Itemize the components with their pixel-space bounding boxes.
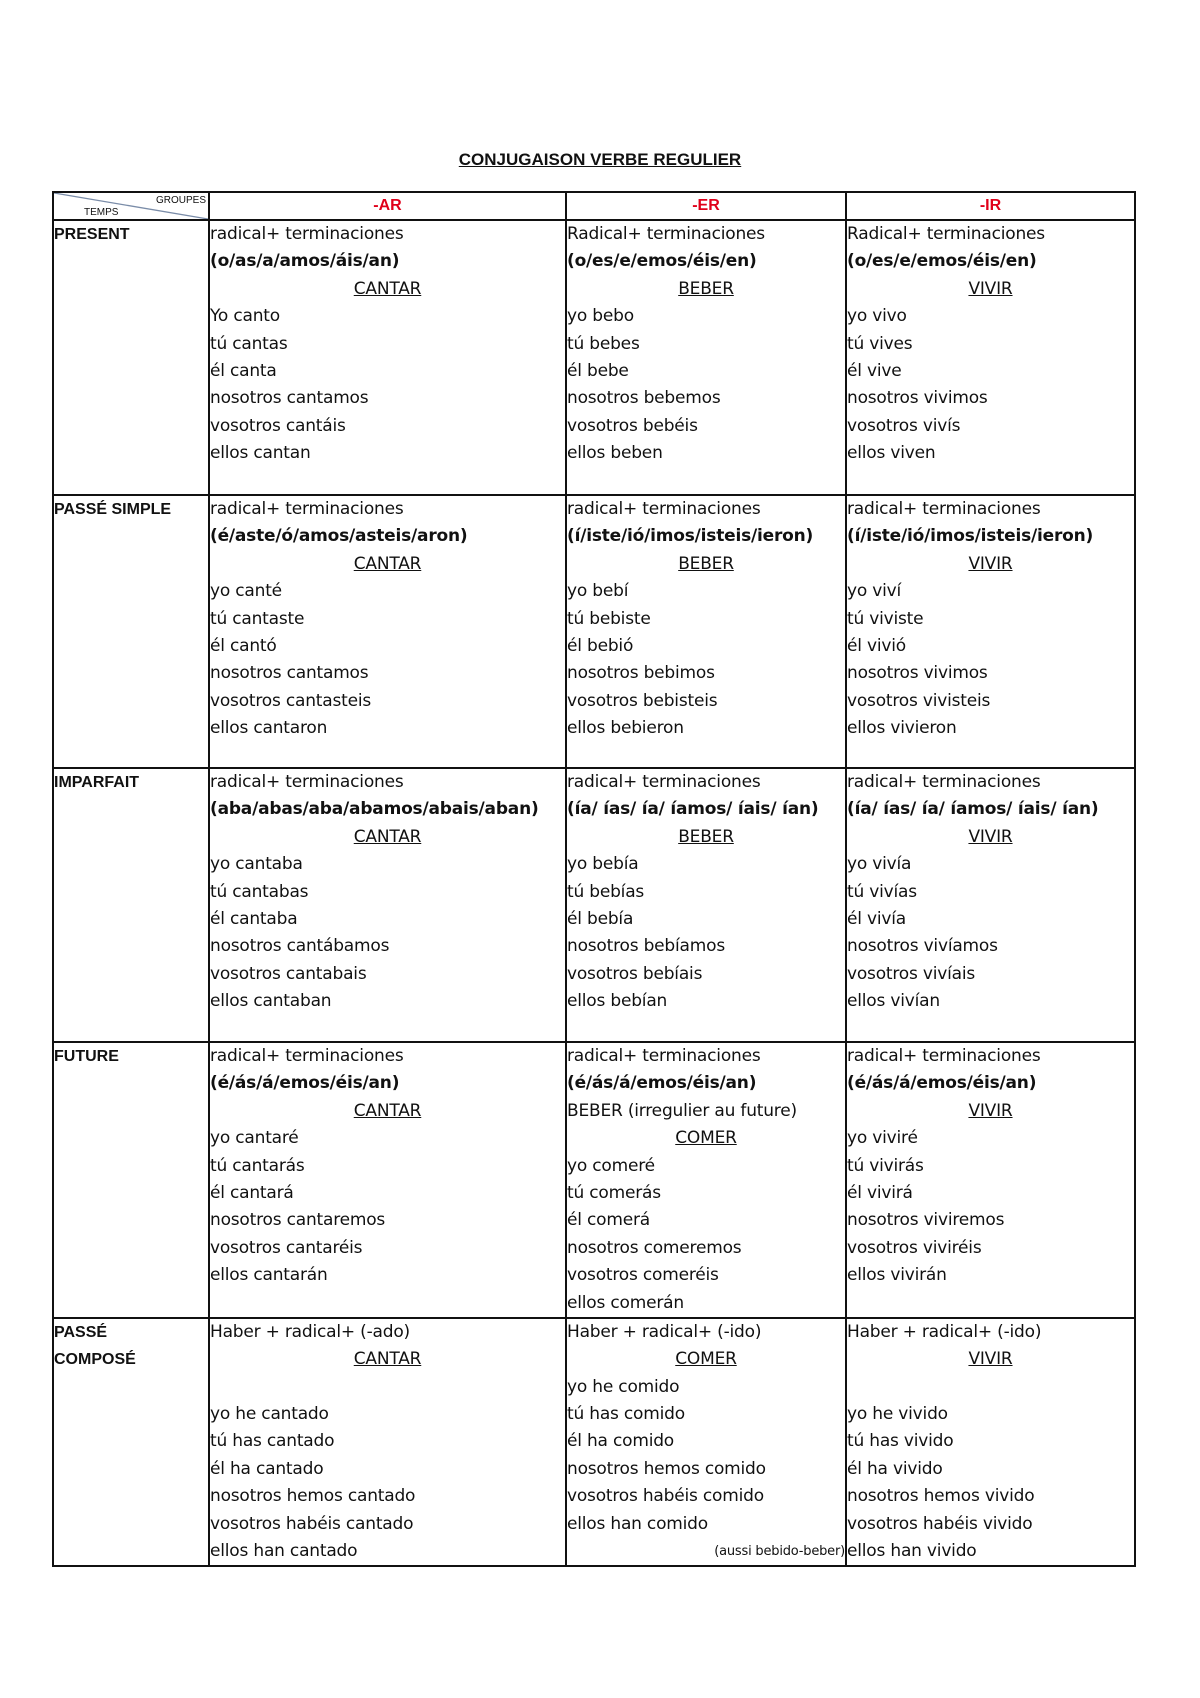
conjugation-line: ellos han comido (567, 1513, 708, 1534)
conjugation-line: yo he cantado (210, 1404, 329, 1425)
conjugation-line (847, 1374, 1134, 1401)
verb-heading: VIVIR (968, 826, 1013, 847)
verb-heading: COMER (675, 1128, 737, 1149)
conjugation-line: nosotros bebemos (567, 388, 721, 409)
column-header-er: -ER (566, 192, 846, 220)
conjugation-line: PASSÉ SIMPLE (54, 501, 172, 518)
column-header-ir: -IR (846, 192, 1135, 220)
conjugation-line: (ía/ ías/ ía/ íamos/ íais/ ían) (847, 799, 1099, 820)
conjugation-line: nosotros hemos vivido (847, 1486, 1035, 1507)
tense-label (53, 768, 209, 1042)
conjugation-line: nosotros bebíamos (567, 936, 725, 957)
conjugation-line: yo canté (210, 581, 282, 602)
conjugation-line: yo he comido (567, 1376, 680, 1397)
conjugation-line: COMPOSÉ (54, 1350, 136, 1368)
cell-ar (209, 1318, 566, 1567)
conjugation-line: nosotros hemos cantado (210, 1486, 416, 1507)
cell-ar (209, 495, 566, 768)
conjugation-line: radical+ terminaciones (567, 499, 761, 519)
conjugation-line: radical+ terminaciones (847, 499, 1041, 519)
conjugation-line: nosotros cantamos (210, 388, 369, 409)
conjugation-line: ellos beben (567, 443, 663, 464)
conjugation-line: vosotros vivisteis (847, 690, 991, 711)
conjugation-line: vosotros cantasteis (210, 690, 372, 711)
conjugation-line: él cantó (210, 635, 277, 656)
cell-ir (846, 1318, 1135, 1567)
cell-ir (846, 495, 1135, 768)
conjugation-line: él vivió (847, 635, 906, 656)
cell-er (566, 220, 846, 495)
conjugation-line: yo bebo (567, 306, 634, 327)
conjugation-line: vosotros cantáis (210, 415, 346, 436)
cell-ir (846, 1042, 1135, 1318)
verb-heading: VIVIR (968, 278, 1013, 299)
conjugation-line: tú vives (847, 333, 913, 354)
conjugation-line: (o/as/a/amos/áis/an) (210, 251, 400, 272)
conjugation-line: ellos comerán (567, 1292, 684, 1313)
cell-ir (846, 220, 1135, 495)
conjugation-line: ellos cantaron (210, 718, 328, 739)
page-title: CONJUGAISON VERBE REGULIER (458, 150, 742, 169)
conjugation-line: él canta (210, 360, 277, 381)
conjugation-line: (o/es/e/emos/éis/en) (847, 251, 1037, 272)
conjugation-line: radical+ terminaciones (847, 772, 1041, 792)
conjugation-line: tú bebes (567, 333, 640, 354)
conjugation-line: (í/iste/ió/imos/isteis/ieron) (847, 526, 1094, 547)
conjugation-line: IMPARFAIT (54, 774, 140, 791)
table-row-passe-simple (53, 495, 1135, 768)
note-bebido: (aussi bebido-beber) (714, 1544, 845, 1560)
conjugation-line: (í/iste/ió/imos/isteis/ieron) (567, 526, 814, 547)
conjugation-line: yo vivo (847, 306, 907, 327)
conjugation-line: tú bebías (567, 881, 645, 902)
conjugation-line: ellos vivían (847, 991, 940, 1012)
conjugation-line: él ha comido (567, 1431, 675, 1452)
conjugation-line: ellos vivirán (847, 1265, 947, 1286)
verb-heading: VIVIR (968, 1100, 1013, 1121)
conjugation-line: ellos bebían (567, 991, 668, 1012)
conjugation-line (210, 1374, 565, 1401)
conjugation-line: yo cantaré (210, 1128, 299, 1149)
conjugation-line: yo cantaba (210, 854, 303, 875)
conjugation-line: radical+ terminaciones (567, 772, 761, 792)
conjugation-line: PASSÉ (54, 1323, 108, 1341)
conjugation-line: Radical+ terminaciones (567, 224, 765, 244)
conjugation-line: (aba/abas/aba/abamos/abais/aban) (210, 799, 539, 820)
conjugation-line: él cantará (210, 1182, 294, 1203)
table-row-present (53, 220, 1135, 495)
conjugation-line: él ha vivido (847, 1458, 943, 1479)
conjugation-line: él bebe (567, 360, 629, 381)
conjugation-line: vosotros habéis vivido (847, 1513, 1033, 1534)
conjugation-line: él ha cantado (210, 1458, 324, 1479)
conjugation-line: PRESENT (54, 226, 130, 243)
corner-label-temps: TEMPS (84, 207, 119, 218)
conjugation-line: Haber + radical+ (-ido) (847, 1321, 1042, 1342)
conjugation-line: FUTURE (54, 1048, 119, 1065)
conjugation-line: ellos bebieron (567, 718, 684, 739)
conjugation-line: radical+ terminaciones (567, 1046, 761, 1066)
conjugation-line: nosotros hemos comido (567, 1458, 766, 1479)
conjugation-line: Radical+ terminaciones (847, 224, 1045, 244)
verb-heading: BEBER (678, 826, 734, 847)
verb-heading: VIVIR (968, 1349, 1013, 1370)
conjugation-line: tú bebiste (567, 608, 651, 629)
conjugation-line: yo viviré (847, 1128, 918, 1149)
conjugation-line: yo bebía (567, 854, 639, 875)
verb-heading: COMER (675, 1349, 737, 1370)
conjugation-line: radical+ terminaciones (847, 1046, 1041, 1066)
cell-er (566, 495, 846, 768)
conjugation-line: (o/es/e/emos/éis/en) (567, 251, 757, 272)
conjugation-line: él vivirá (847, 1182, 913, 1203)
table-row-passe-compose (53, 1318, 1135, 1567)
conjugation-line: ellos han cantado (210, 1541, 358, 1562)
conjugation-line: tú cantarás (210, 1155, 305, 1176)
conjugation-line: yo comeré (567, 1155, 655, 1176)
conjugation-line: (é/ás/á/emos/éis/an) (567, 1073, 757, 1094)
verb-heading: VIVIR (968, 553, 1013, 574)
tense-label (53, 495, 209, 768)
conjugation-line: yo bebí (567, 581, 629, 602)
conjugation-line: radical+ terminaciones (210, 1046, 404, 1066)
conjugation-line: tú cantaste (210, 608, 305, 629)
conjugation-line: Yo canto (210, 306, 280, 327)
conjugation-line: vosotros cantabais (210, 963, 367, 984)
verb-heading: BEBER (678, 278, 734, 299)
conjugation-line: vosotros vivíais (847, 963, 976, 984)
verb-heading: CANTAR (353, 826, 422, 847)
cell-ar (209, 768, 566, 1042)
verb-heading: CANTAR (353, 1349, 422, 1370)
conjugation-line: nosotros comeremos (567, 1237, 742, 1258)
conjugation-line: radical+ terminaciones (210, 224, 404, 244)
corner-header-cell (53, 192, 209, 220)
conjugation-line: ellos han vivido (847, 1541, 977, 1562)
conjugation-line: radical+ terminaciones (210, 772, 404, 792)
tense-label (53, 1042, 209, 1318)
conjugation-line: (ía/ ías/ ía/ íamos/ íais/ ían) (567, 799, 819, 820)
column-header-ar: -AR (209, 192, 566, 220)
conjugation-line: ellos viven (847, 443, 936, 464)
conjugation-line: él bebió (567, 635, 634, 656)
conjugation-line: ellos cantan (210, 443, 311, 464)
conjugation-line: nosotros cantamos (210, 663, 369, 684)
cell-er (566, 1042, 846, 1318)
conjugation-line: tú has vivido (847, 1431, 954, 1452)
conjugation-line: él vivía (847, 908, 906, 929)
conjugation-line: (é/ás/á/emos/éis/an) (210, 1073, 400, 1094)
conjugation-line: nosotros vivimos (847, 388, 988, 409)
conjugation-line: vosotros bebíais (567, 963, 703, 984)
conjugation-line: nosotros viviremos (847, 1210, 1005, 1231)
conjugation-line: tú vivías (847, 881, 917, 902)
conjugation-line: tú cantabas (210, 881, 309, 902)
cell-ar (209, 1042, 566, 1318)
conjugation-line: nosotros cantaremos (210, 1210, 386, 1231)
conjugation-line: tú has cantado (210, 1431, 335, 1452)
conjugation-line: BEBER (irregulier au future) (567, 1100, 797, 1121)
verb-heading: CANTAR (353, 278, 422, 299)
conjugation-line: yo vivía (847, 854, 912, 875)
conjugation-line: vosotros bebisteis (567, 690, 718, 711)
cell-ir (846, 768, 1135, 1042)
conjugation-line: vosotros habéis cantado (210, 1513, 414, 1534)
table-row-future (53, 1042, 1135, 1318)
conjugation-line: nosotros vivimos (847, 663, 988, 684)
conjugation-line: (é/aste/ó/amos/asteis/aron) (210, 526, 468, 547)
verb-heading: CANTAR (353, 553, 422, 574)
conjugation-line: ellos vivieron (847, 718, 957, 739)
cell-er (566, 1318, 846, 1567)
conjugation-line: nosotros cantábamos (210, 936, 390, 957)
table-header-row (53, 192, 1135, 220)
tense-label (53, 1318, 209, 1567)
conjugation-line: tú viviste (847, 608, 924, 629)
conjugation-line: vosotros comeréis (567, 1265, 719, 1286)
verb-heading: CANTAR (353, 1100, 422, 1121)
conjugation-line: él comerá (567, 1210, 650, 1231)
conjugation-line: vosotros cantaréis (210, 1237, 363, 1258)
conjugation-line: vosotros habéis comido (567, 1486, 764, 1507)
corner-label-groupes: GROUPES (155, 195, 206, 206)
conjugation-line: él cantaba (210, 908, 298, 929)
conjugation-line: Haber + radical+ (-ido) (567, 1321, 762, 1342)
verb-heading: BEBER (678, 553, 734, 574)
conjugation-line: (é/ás/á/emos/éis/an) (847, 1073, 1037, 1094)
conjugation-line: vosotros bebéis (567, 415, 698, 436)
conjugation-line: tú cantas (210, 333, 288, 354)
conjugation-line: él vive (847, 360, 902, 381)
cell-er (566, 768, 846, 1042)
conjugation-line: radical+ terminaciones (210, 499, 404, 519)
conjugation-line: él bebía (567, 908, 634, 929)
conjugation-line: nosotros vivíamos (847, 936, 998, 957)
conjugation-line: vosotros viviréis (847, 1237, 982, 1258)
conjugation-line: tú comerás (567, 1182, 661, 1203)
conjugation-line: tú has comido (567, 1404, 685, 1425)
conjugation-table (52, 191, 1136, 1567)
tense-label (53, 220, 209, 495)
conjugation-line: yo he vivido (847, 1404, 948, 1425)
conjugation-line: ellos cantaban (210, 991, 332, 1012)
conjugation-line: ellos cantarán (210, 1265, 328, 1286)
table-row-imparfait (53, 768, 1135, 1042)
conjugation-line: vosotros vivís (847, 415, 961, 436)
conjugation-line: nosotros bebimos (567, 663, 715, 684)
cell-ar (209, 220, 566, 495)
conjugation-line: yo viví (847, 581, 902, 602)
conjugation-line: Haber + radical+ (-ado) (210, 1321, 410, 1342)
conjugation-line: tú vivirás (847, 1155, 924, 1176)
